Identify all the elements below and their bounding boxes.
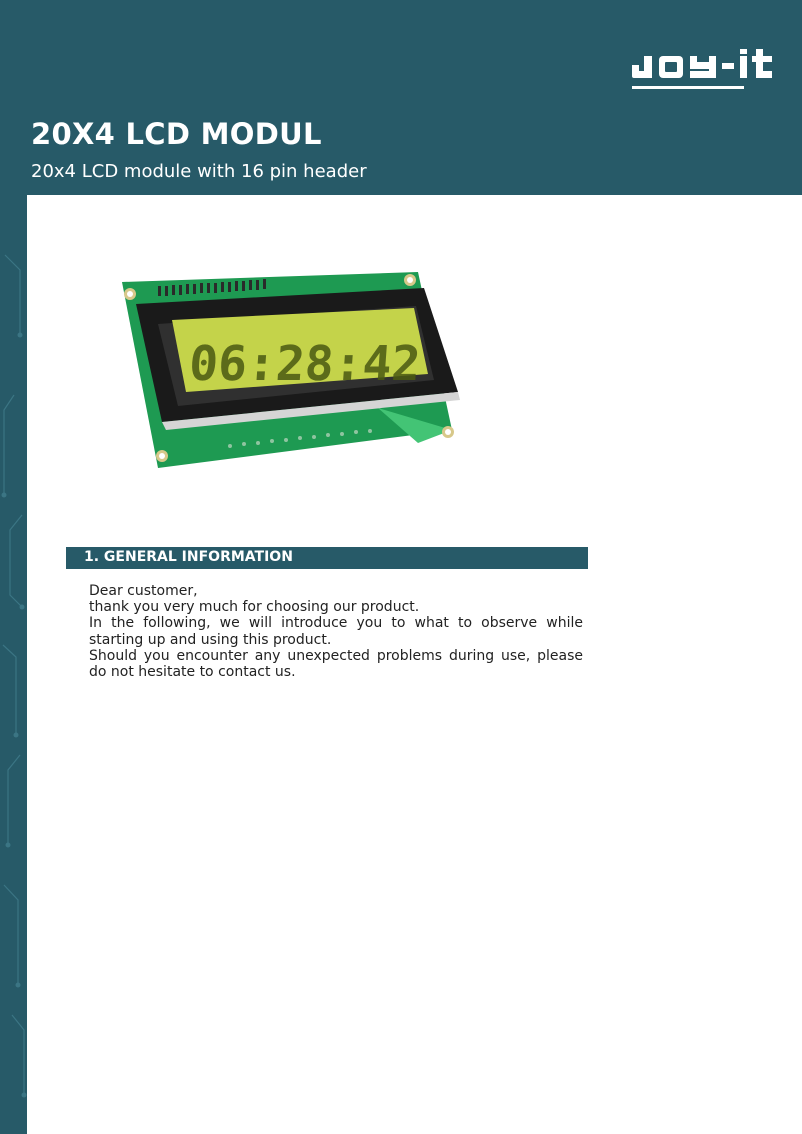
page-title: 20X4 LCD MODUL — [31, 117, 322, 151]
lcd-readout: 06:28:42 — [187, 336, 423, 392]
page-subtitle: 20x4 LCD module with 16 pin header — [31, 161, 367, 182]
paragraph: In the following, we will introduce you to what to observe while starting up and using this product. — [89, 615, 583, 648]
paragraph: Dear customer, — [89, 583, 198, 599]
general-information-text — [89, 583, 583, 680]
lcd-module-image — [118, 268, 464, 473]
paragraph: Should you encounter any unexpected problems during use, please do not hesitate to contact us. — [89, 647, 583, 681]
circuit-pattern-icon — [0, 195, 27, 1134]
section-heading: 1. GENERAL INFORMATION — [84, 549, 293, 565]
joy-it-logo — [632, 46, 774, 94]
paragraph: thank you very much for choosing our product. — [89, 599, 420, 616]
page-header — [0, 0, 802, 195]
section-heading-bar — [66, 547, 588, 569]
left-decorative-strip — [0, 195, 27, 1134]
